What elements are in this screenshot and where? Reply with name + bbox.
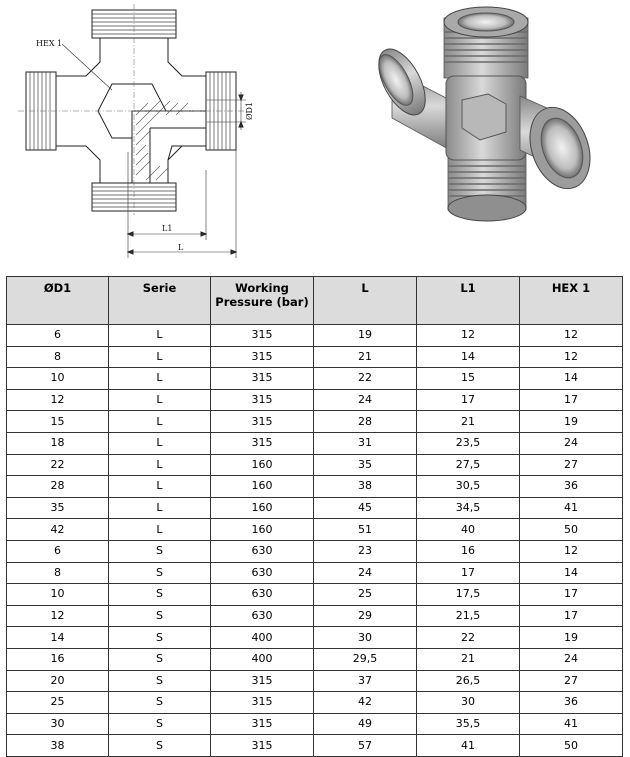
cell-hex1: 12 xyxy=(520,540,623,562)
product-drawings xyxy=(0,0,630,272)
cell-pressure: 630 xyxy=(211,605,314,627)
table-row xyxy=(7,670,623,692)
table-row xyxy=(7,627,623,649)
cell-l: 29,5 xyxy=(314,648,417,670)
cell-pressure: 630 xyxy=(211,562,314,584)
cell-d1: 6 xyxy=(7,540,109,562)
cell-pressure: 315 xyxy=(211,432,314,454)
cell-l1: 17 xyxy=(417,562,520,584)
cell-l: 19 xyxy=(314,325,417,347)
cell-l1: 17,5 xyxy=(417,584,520,606)
table-row xyxy=(7,605,623,627)
table-row xyxy=(7,346,623,368)
cell-pressure: 160 xyxy=(211,497,314,519)
cell-pressure: 315 xyxy=(211,692,314,714)
table-row xyxy=(7,540,623,562)
cell-d1: 18 xyxy=(7,432,109,454)
cell-pressure: 315 xyxy=(211,368,314,390)
table-row xyxy=(7,692,623,714)
cell-pressure: 630 xyxy=(211,584,314,606)
table-row xyxy=(7,713,623,735)
cell-pressure: 160 xyxy=(211,519,314,541)
cell-d1: 42 xyxy=(7,519,109,541)
cell-l: 25 xyxy=(314,584,417,606)
cell-l: 35 xyxy=(314,454,417,476)
cell-serie: L xyxy=(109,476,211,498)
cell-d1: 16 xyxy=(7,648,109,670)
table-row xyxy=(7,584,623,606)
hex-label: HEX 1 xyxy=(36,39,63,48)
cell-serie: L xyxy=(109,432,211,454)
cell-pressure: 315 xyxy=(211,735,314,757)
cell-serie: S xyxy=(109,605,211,627)
table-row xyxy=(7,432,623,454)
cell-serie: S xyxy=(109,692,211,714)
cell-serie: L xyxy=(109,497,211,519)
cell-l: 31 xyxy=(314,432,417,454)
cell-l1: 15 xyxy=(417,368,520,390)
cell-pressure: 315 xyxy=(211,346,314,368)
cell-l1: 14 xyxy=(417,346,520,368)
cell-hex1: 14 xyxy=(520,368,623,390)
cell-hex1: 41 xyxy=(520,497,623,519)
cell-l1: 30,5 xyxy=(417,476,520,498)
cell-d1: 30 xyxy=(7,713,109,735)
cell-l: 29 xyxy=(314,605,417,627)
cell-d1: 10 xyxy=(7,368,109,390)
cell-serie: S xyxy=(109,627,211,649)
cell-d1: 35 xyxy=(7,497,109,519)
cell-serie: S xyxy=(109,670,211,692)
cell-pressure: 315 xyxy=(211,325,314,347)
cell-l1: 21 xyxy=(417,411,520,433)
cell-pressure: 315 xyxy=(211,411,314,433)
cell-l1: 40 xyxy=(417,519,520,541)
cell-l1: 26,5 xyxy=(417,670,520,692)
cell-hex1: 41 xyxy=(520,713,623,735)
cell-pressure: 315 xyxy=(211,713,314,735)
cell-l1: 41 xyxy=(417,735,520,757)
cell-l: 21 xyxy=(314,346,417,368)
table-row xyxy=(7,368,623,390)
cell-l: 30 xyxy=(314,627,417,649)
cell-pressure: 400 xyxy=(211,648,314,670)
cell-hex1: 36 xyxy=(520,692,623,714)
table-row xyxy=(7,476,623,498)
cell-serie: L xyxy=(109,454,211,476)
cell-serie: L xyxy=(109,411,211,433)
specification-table xyxy=(6,276,623,757)
cell-serie: S xyxy=(109,735,211,757)
cell-l1: 21 xyxy=(417,648,520,670)
technical-drawing xyxy=(0,0,630,272)
table-row xyxy=(7,497,623,519)
table-row xyxy=(7,648,623,670)
cell-d1: 20 xyxy=(7,670,109,692)
column-header-d1: ØD1 xyxy=(7,277,109,325)
cell-l1: 27,5 xyxy=(417,454,520,476)
cell-l: 51 xyxy=(314,519,417,541)
cell-hex1: 14 xyxy=(520,562,623,584)
cell-hex1: 12 xyxy=(520,346,623,368)
cell-d1: 12 xyxy=(7,605,109,627)
cell-pressure: 315 xyxy=(211,389,314,411)
cell-pressure: 160 xyxy=(211,476,314,498)
cell-serie: S xyxy=(109,713,211,735)
cell-l: 57 xyxy=(314,735,417,757)
cell-l1: 23,5 xyxy=(417,432,520,454)
cell-hex1: 24 xyxy=(520,432,623,454)
cell-l: 23 xyxy=(314,540,417,562)
cell-l: 22 xyxy=(314,368,417,390)
l-label: L xyxy=(178,243,184,252)
cell-l1: 17 xyxy=(417,389,520,411)
cell-l: 49 xyxy=(314,713,417,735)
cell-d1: 25 xyxy=(7,692,109,714)
cell-d1: 8 xyxy=(7,562,109,584)
cell-hex1: 50 xyxy=(520,519,623,541)
cell-l: 42 xyxy=(314,692,417,714)
cell-l1: 12 xyxy=(417,325,520,347)
cell-hex1: 12 xyxy=(520,325,623,347)
table-row xyxy=(7,735,623,757)
column-header-working-pressure: Working Pressure (bar) xyxy=(211,277,314,325)
d1-label: ØD1 xyxy=(245,101,254,120)
cell-l1: 22 xyxy=(417,627,520,649)
cell-l1: 34,5 xyxy=(417,497,520,519)
cell-l: 24 xyxy=(314,562,417,584)
table-header-row xyxy=(7,277,623,325)
table-row xyxy=(7,389,623,411)
table-row xyxy=(7,454,623,476)
cell-hex1: 36 xyxy=(520,476,623,498)
cell-serie: L xyxy=(109,519,211,541)
cell-d1: 10 xyxy=(7,584,109,606)
cell-hex1: 17 xyxy=(520,605,623,627)
cell-hex1: 27 xyxy=(520,454,623,476)
cell-l1: 16 xyxy=(417,540,520,562)
cell-serie: L xyxy=(109,346,211,368)
cell-pressure: 160 xyxy=(211,454,314,476)
cell-d1: 22 xyxy=(7,454,109,476)
cell-hex1: 17 xyxy=(520,389,623,411)
cell-hex1: 17 xyxy=(520,584,623,606)
cell-d1: 8 xyxy=(7,346,109,368)
cell-hex1: 19 xyxy=(520,627,623,649)
cell-d1: 6 xyxy=(7,325,109,347)
cell-l1: 21,5 xyxy=(417,605,520,627)
cell-serie: L xyxy=(109,325,211,347)
cell-l: 38 xyxy=(314,476,417,498)
column-header-serie: Serie xyxy=(109,277,211,325)
table-row xyxy=(7,562,623,584)
table-row xyxy=(7,411,623,433)
cell-l: 28 xyxy=(314,411,417,433)
cell-l: 24 xyxy=(314,389,417,411)
l1-label: L1 xyxy=(162,224,173,233)
cell-pressure: 315 xyxy=(211,670,314,692)
cell-hex1: 24 xyxy=(520,648,623,670)
cell-serie: L xyxy=(109,368,211,390)
cell-pressure: 400 xyxy=(211,627,314,649)
cell-hex1: 27 xyxy=(520,670,623,692)
cell-hex1: 19 xyxy=(520,411,623,433)
cell-d1: 15 xyxy=(7,411,109,433)
cell-serie: S xyxy=(109,540,211,562)
cell-l: 37 xyxy=(314,670,417,692)
cross-fitting-3d-render xyxy=(369,7,600,221)
cell-d1: 12 xyxy=(7,389,109,411)
column-header-l1: L1 xyxy=(417,277,520,325)
column-header-hex1: HEX 1 xyxy=(520,277,623,325)
cell-l: 45 xyxy=(314,497,417,519)
table-row xyxy=(7,519,623,541)
cell-l1: 35,5 xyxy=(417,713,520,735)
column-header-l: L xyxy=(314,277,417,325)
cell-serie: S xyxy=(109,562,211,584)
cell-hex1: 50 xyxy=(520,735,623,757)
cell-d1: 28 xyxy=(7,476,109,498)
cell-d1: 14 xyxy=(7,627,109,649)
cell-serie: S xyxy=(109,584,211,606)
cell-l1: 30 xyxy=(417,692,520,714)
cell-serie: L xyxy=(109,389,211,411)
cell-d1: 38 xyxy=(7,735,109,757)
cell-serie: S xyxy=(109,648,211,670)
cell-pressure: 630 xyxy=(211,540,314,562)
table-row xyxy=(7,325,623,347)
